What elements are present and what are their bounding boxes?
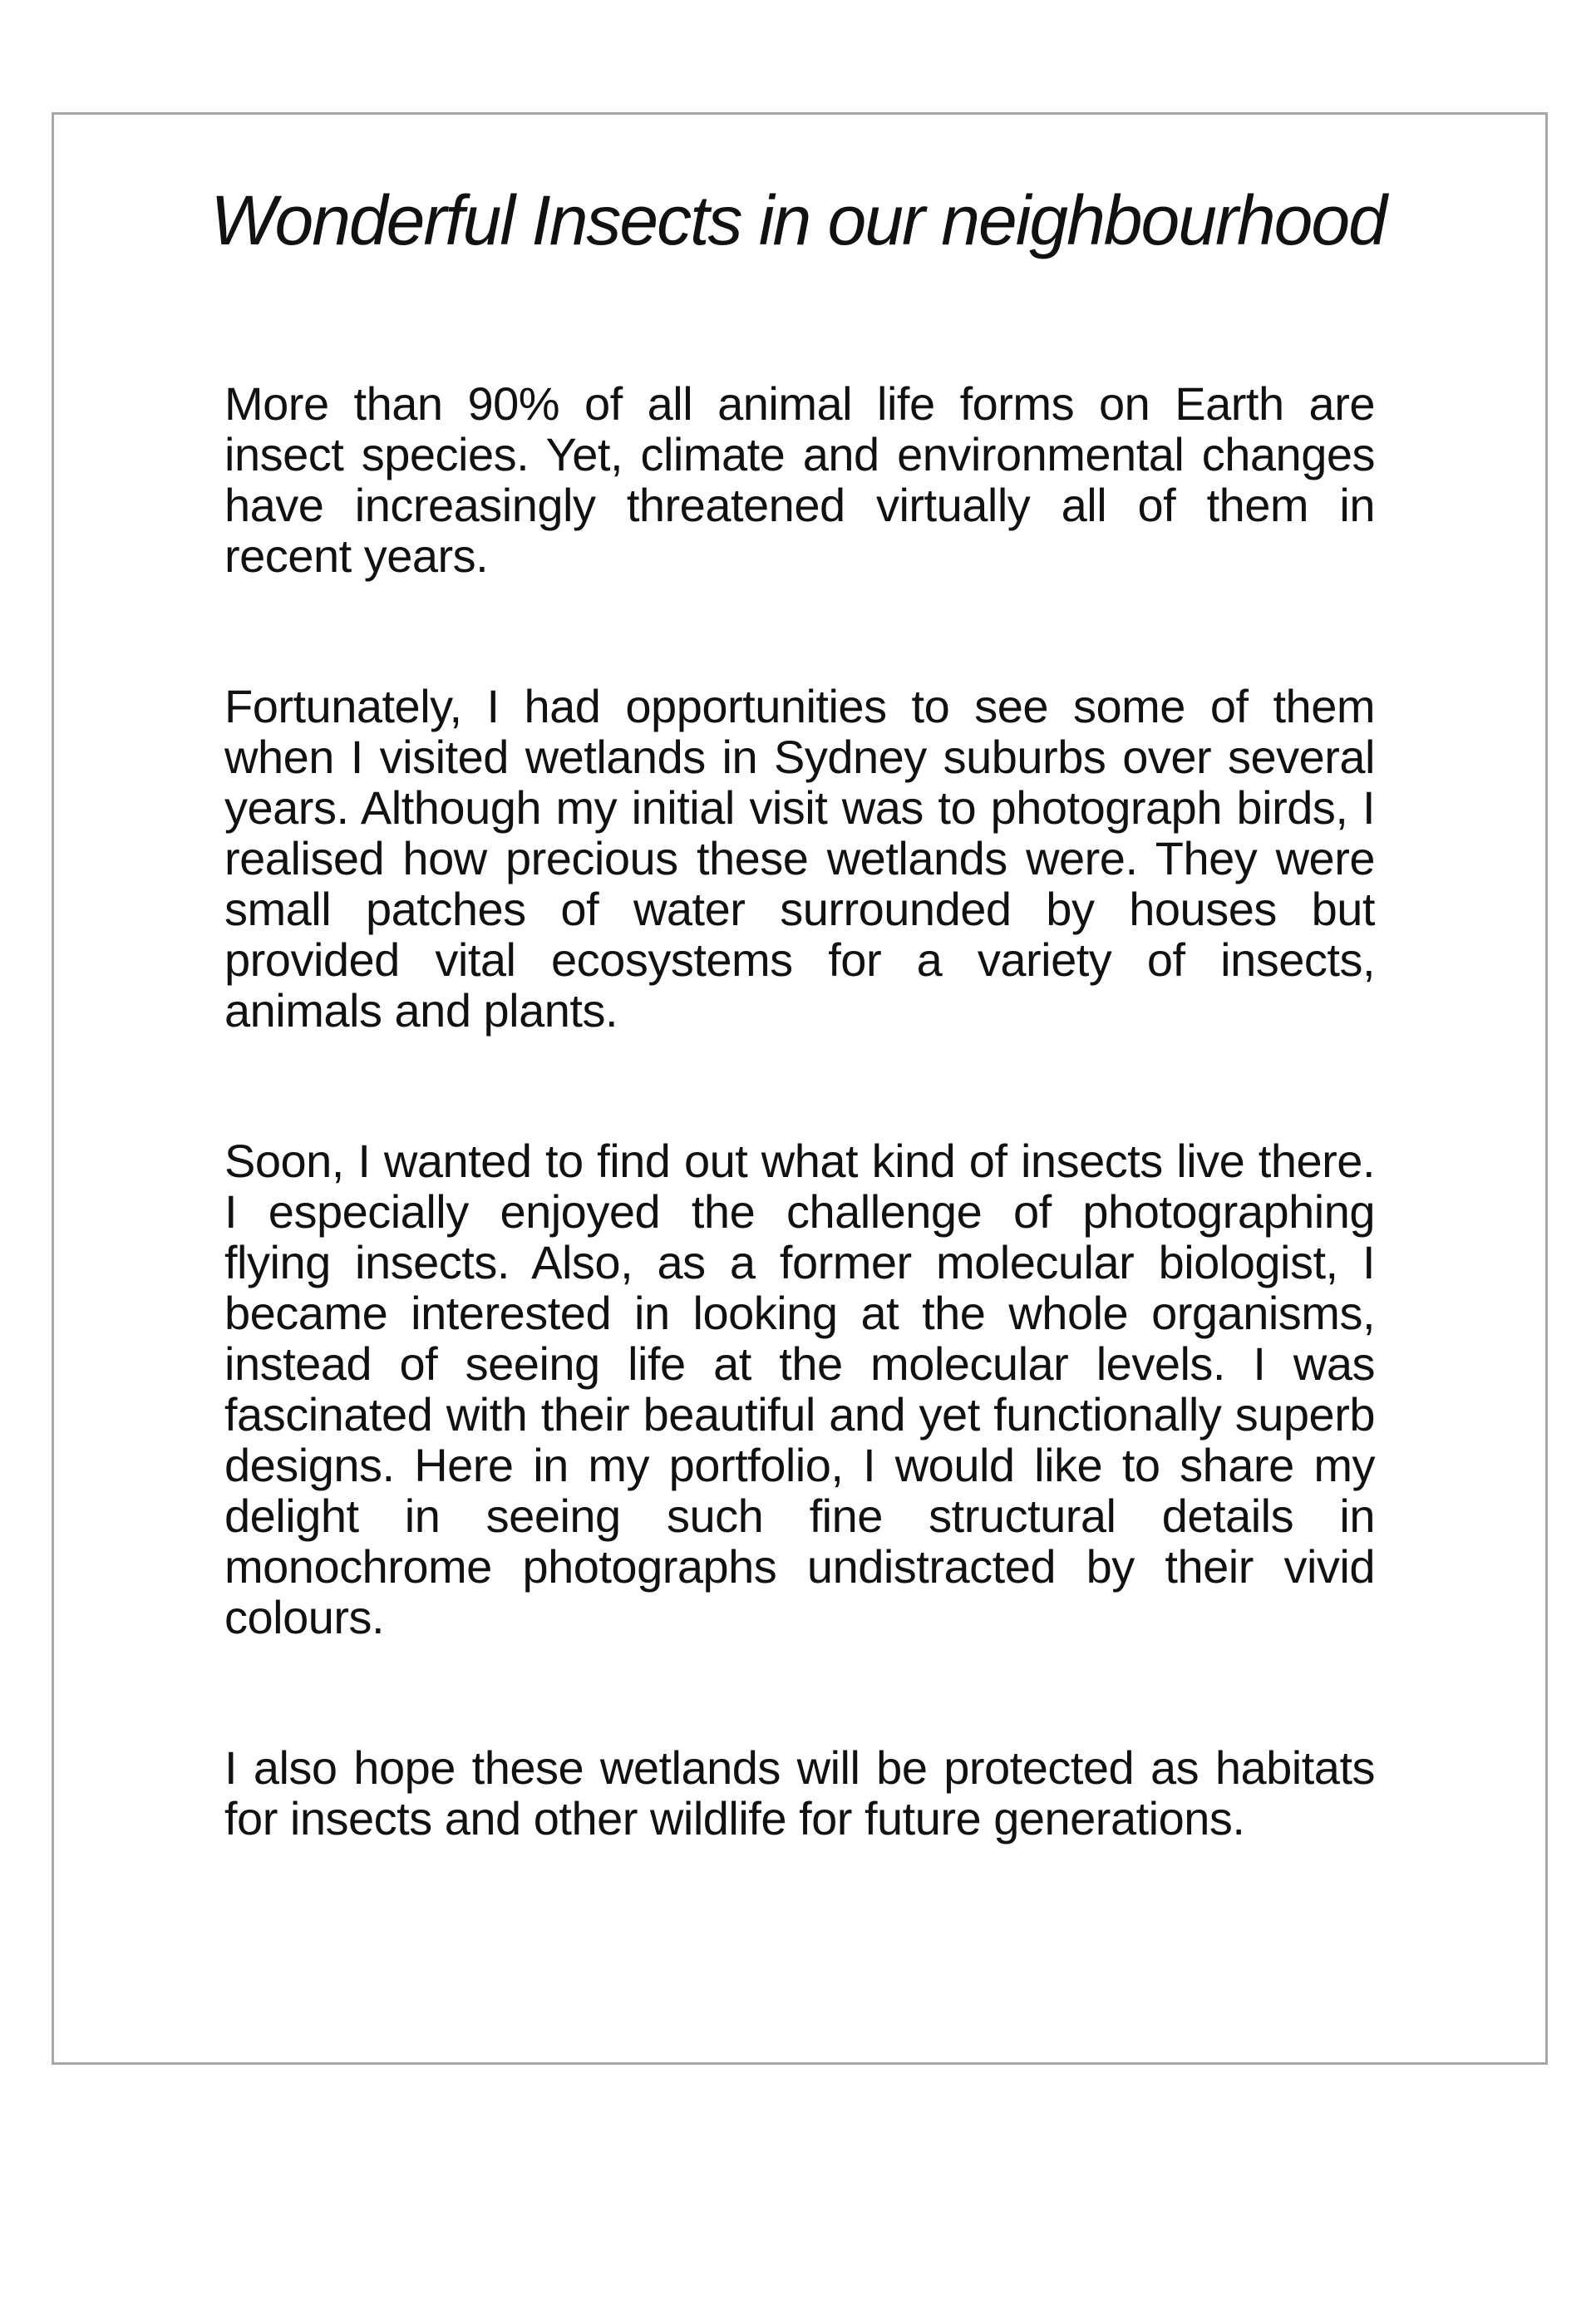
paragraph-3: Soon, I wanted to find out what kind of insects live there. I especially enjoyed the challenge of photographing flying insects. Also, as a former molecular biologist, I became interested in looking at the whole organisms, instead of seeing life at the molecular levels. I was fascinated with their beautiful and yet functionally superb designs. Here in my portfolio, I would like to share my delight in seeing such fine structural details in monochrome photographs undistracted by their vivid colours.	[224, 1135, 1375, 1643]
paragraph-4: I also hope these wetlands will be protected as habitats for insects and other wildlife for future generations.	[224, 1741, 1375, 1844]
paragraph-2: Fortunately, I had opportunities to see some of them when I visited wetlands in Sydney suburbs over several years. Although my initial visit was to photograph birds, I realised how precious these wetlands were. They were small patches of water surrounded by houses but provided vital ecosystems for a variety of insects, animals and plants.	[224, 680, 1375, 1037]
paragraph-1: More than 90% of all animal life forms on Earth are insect species. Yet, climate and environmental changes have increasingly threatened virtually all of them in recent years.	[224, 377, 1375, 582]
page-title: Wonderful Insects in our neighbourhood	[210, 181, 1386, 259]
body-text	[224, 378, 1375, 1844]
